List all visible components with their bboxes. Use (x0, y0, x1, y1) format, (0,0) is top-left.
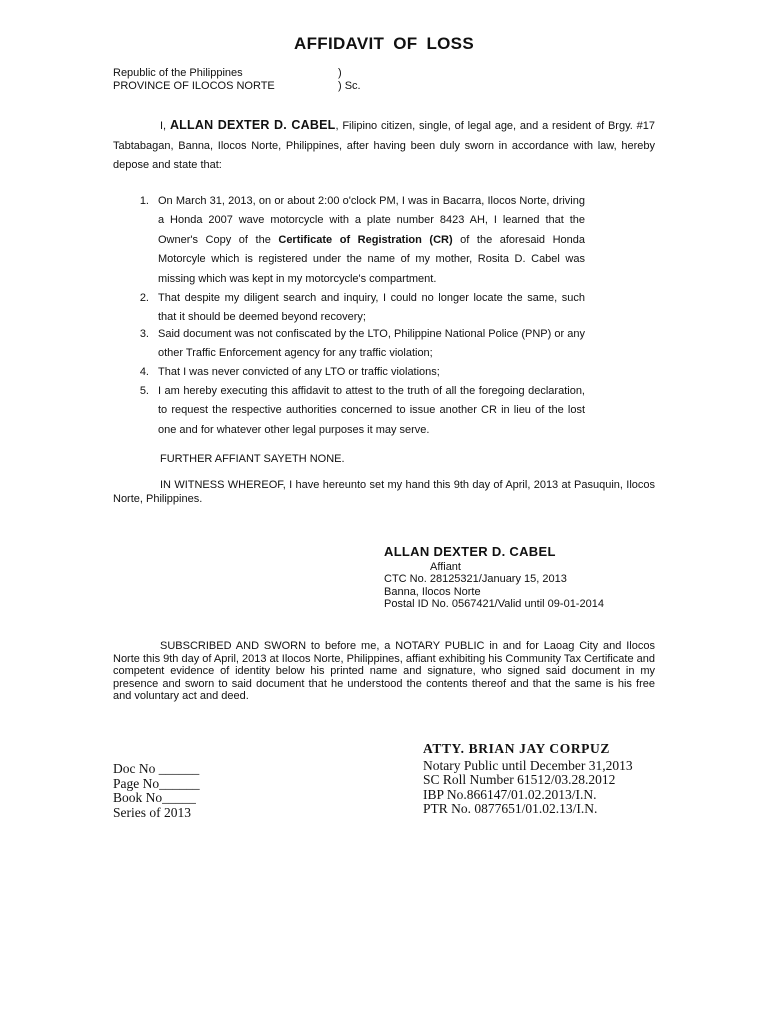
venue-republic: Republic of the Philippines (113, 67, 243, 79)
notary-commission: Notary Public until December 31,2013 (423, 757, 633, 773)
notary-ptr: PTR No. 0877651/01.02.13/I.N. (423, 801, 598, 816)
affiant-address: Banna, Ilocos Norte (384, 585, 481, 598)
book-number: Book No_____ (113, 790, 196, 805)
affiant-name: ALLAN DEXTER D. CABEL (384, 544, 556, 559)
intro-affiant-name: ALLAN DEXTER D. CABEL (169, 118, 336, 132)
doc-info-block (113, 762, 200, 820)
item-number: 4. (139, 366, 149, 378)
list-item (135, 192, 585, 288)
list-item (135, 363, 585, 383)
item-number: 2. (139, 292, 149, 304)
affiant-ctc: CTC No. 28125321/January 15, 2013 (384, 573, 567, 585)
intro-prefix: I, (160, 120, 170, 132)
venue-paren: ) (338, 67, 342, 79)
intro-text: , Filipino citizen, single, of legal age, and a resident of Brgy. #17 Tabtabagan, Banna, Ilocos Norte, Philippines, after having been duly sworn in accordance with law, hereby depose and state that: (113, 120, 655, 171)
venue-block (113, 67, 275, 93)
witness-paragraph: IN WITNESS WHEREOF, I have hereunto set my hand this 9th day of April, 2013 at Pasuquin, Ilocos Norte, Philippines. (113, 479, 655, 505)
further-affiant: FURTHER AFFIANT SAYETH NONE. (160, 453, 345, 465)
item-text: Said document was not confiscated by the LTO, Philippine National Police (PNP) or any other Traffic Enforcement agency for any traffic violation; (158, 328, 585, 360)
subscribed-paragraph: SUBSCRIBED AND SWORN to before me, a NOTARY PUBLIC in and for Laoag City and Ilocos Norte this 9th day of April, 2013 at Ilocos Norte, Philippines, affiant exhibiting his Community Tax Certificate and competent evidence of identity below his printed name and signature, who signed said document in my presence and sworn to said document that he understood the contents thereof and that the same is his free and voluntary act and deed. (113, 640, 655, 702)
affiant-role: Affiant (430, 560, 461, 573)
item-text-part: On March 31, 2013, on or about 2:00 o'clock PM, I was in Bacarra, Ilocos Norte, driving a Honda 2007 wave motorcycle with a plate number 8423 AH, I learned that the Owner's Copy of the (158, 195, 585, 246)
notary-name: ATTY. BRIAN JAY CORPUZ (423, 741, 610, 756)
list-item (135, 289, 585, 327)
intro-paragraph (113, 116, 655, 176)
item-text: I am hereby executing this affidavit to attest to the truth of all the foregoing declaration, to request the respective authorities concerned to issue another CR in lieu of the lost one and for whatever other legal purposes it may serve. (158, 385, 585, 436)
item-number: 3. (139, 328, 149, 340)
page-number: Page No______ (113, 775, 200, 791)
venue-sc: ) Sc. (338, 80, 361, 92)
notary-ibp: IBP No.866147/01.02.2013/I.N. (423, 786, 597, 802)
list-item (135, 382, 585, 440)
doc-number: Doc No ______ (113, 761, 200, 776)
list-item (135, 325, 585, 363)
item-text-part: of the aforesaid Honda Motorcyle which is registered under the name of my mother, Rosita D. Cabel was missing which was kept in my motorcycle's compartment. (158, 233, 585, 285)
notary-block (423, 742, 633, 817)
item-text-bold: Certificate of Registration (CR) (278, 233, 453, 246)
affiant-postal: Postal ID No. 0567421/Valid until 09-01-2014 (384, 598, 604, 610)
venue-province: PROVINCE OF ILOCOS NORTE (113, 80, 275, 92)
item-text (158, 192, 585, 289)
venue-sc-block (338, 67, 361, 93)
series-year: Series of 2013 (113, 804, 191, 820)
item-number: 1. (139, 195, 149, 207)
notary-roll: SC Roll Number 61512/03.28.2012 (423, 772, 616, 787)
affiant-signature-block (384, 546, 604, 611)
item-text: That despite my diligent search and inquiry, I could no longer locate the same, such that it should be deemed beyond recovery; (158, 292, 585, 324)
item-text: That I was never convicted of any LTO or traffic violations; (158, 366, 440, 378)
document-title: AFFIDAVIT OF LOSS (294, 34, 474, 53)
item-number: 5. (139, 385, 149, 397)
